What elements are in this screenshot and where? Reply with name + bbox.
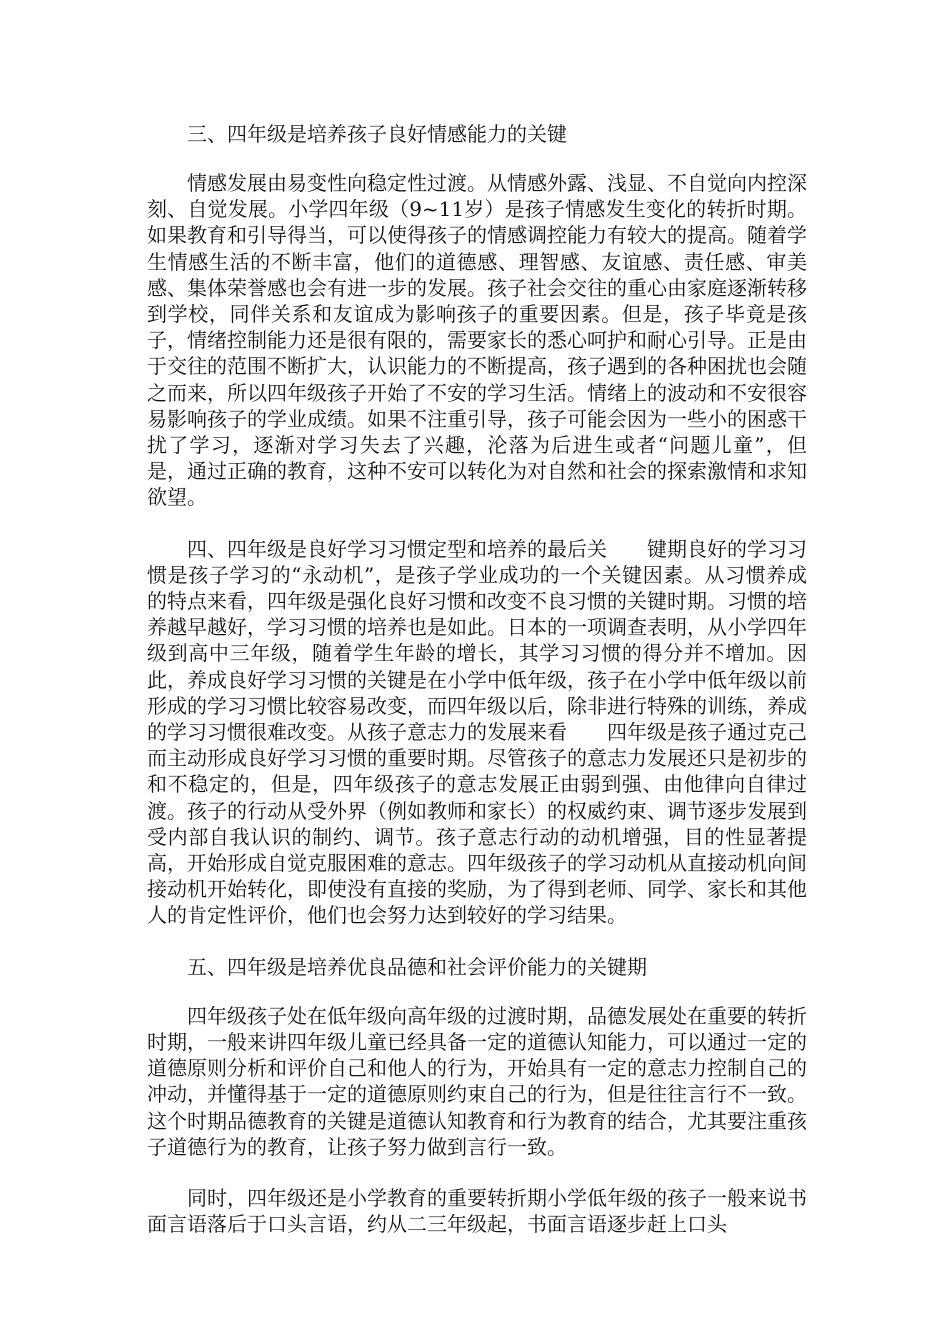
spacer [147, 980, 807, 1003]
spacer [147, 511, 807, 536]
section-5-heading: 五、四年级是培养优良品德和社会评价能力的关键期 [187, 954, 647, 979]
section-3-body: 情感发展由易变性向稳定性过渡。从情感外露、浅显、不自觉向内控深刻、自觉发展。小学四年级（9~11岁）是孩子情感发生变化的转折时期。如果教育和引导得当，可以使得孩子的情感调控能力有较大的提高。随着学生情感生活的不断丰富，他们的道德感、理智感、友谊感、责任感、审美感、集体荣誉感也会有进一步的发展。孩子社会交往的重心由家庭逐渐转移到学校，同伴关系和友谊成为影响孩子的重要因素。但是，孩子毕竟是孩子，情绪控制能力还是很有限的，需要家长的悉心呵护和耐心引导。正是由于交往的范围不断扩大，认识能力的不断提高，孩子遇到的各种困扰也会随之而来，所以四年级孩子开始了不安的学习生活。情绪上的波动和不安很容易影响孩子的学业成绩。如果不注重引导，孩子可能会因为一些小的困惑干扰了学习，逐渐对学习失去了兴趣，沦落为后进生或者“问题儿童”，但是，通过正确的教育，这种不安可以转化为对自然和社会的探索激情和求知欲望。 [147, 171, 807, 510]
section-6-body: 同时，四年级还是小学教育的重要转折期小学低年级的孩子一般来说书面言语落后于口头言语，约从二三年级起，书面言语逐步赶上口头 [147, 1185, 807, 1237]
section-5-body: 四年级孩子处在低年级向高年级的过渡时期，品德发展处在重要的转折时期，一般来讲四年级儿童已经具备一定的道德认知能力，可以通过一定的道德原则分析和评价自己和他人的行为，开始具有一定的意志力控制自己的冲动，并懂得基于一定的道德原则约束自己的行为，但是往往言行不一致。这个时期品德教育的关键是道德认知教育和行为教育的结合，尤其要注重孩子道德行为的教育，让孩子努力做到言行一致。 [147, 1003, 807, 1159]
section-3-heading: 三、四年级是培养孩子良好情感能力的关键 [187, 122, 567, 146]
section-4-body: 四、四年级是良好学习习惯定型和培养的最后关 键期良好的学习习惯是孩子学习的“永动机”，是孩子学业成功的一个关键因素。从习惯养成的特点来看，四年级是强化良好习惯和改变不良习惯的关键时期。习惯的培养越早越好，学习习惯的培养也是如此。日本的一项调查表明，从小学四年级到高中三年级，随着学生年龄的增长，其学习习惯的得分并不增加。因此，养成良好学习习惯的关键是在小学中低年级，孩子在小学中低年级以前形成的学习习惯比较容易改变，而四年级以后，除非进行特殊的训练，养成的学习习惯很难改变。从孩子意志力的发展来看 四年级是孩子通过克己而主动形成良好学习习惯的重要时期。尽管孩子的意志力发展还只是初步的和不稳定的，但是，四年级孩子的意志发展正由弱到强、由他律向自律过渡。孩子的行动从受外界（例如教师和家长）的权威约束、调节逐步发展到受内部自我认识的制约、调节。孩子意志行动的动机增强，目的性显著提高，开始形成自觉克服困难的意志。四年级孩子的学习动机从直接动机向间接动机开始转化，即使没有直接的奖励，为了得到老师、同学、家长和其他人的肯定性评价，他们也会努力达到较好的学习结果。 [147, 536, 807, 928]
spacer [147, 147, 807, 170]
spacer [147, 1160, 807, 1185]
spacer [147, 929, 807, 954]
document-page [147, 121, 807, 1237]
